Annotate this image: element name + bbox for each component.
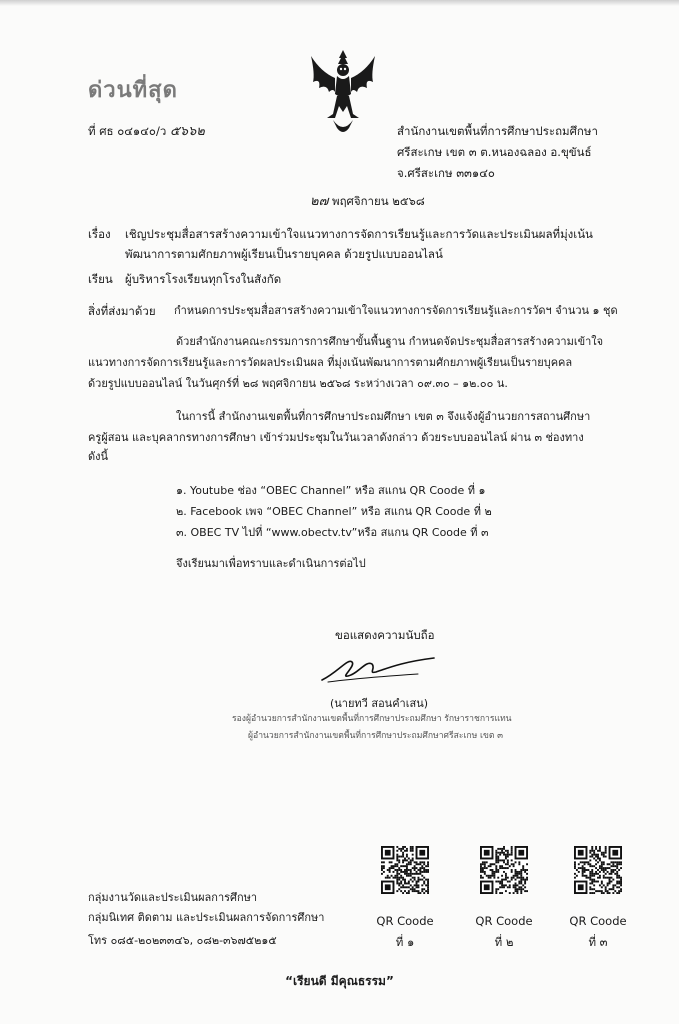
office-line-1: สำนักงานเขตพื้นที่การศึกษาประถมศึกษา bbox=[397, 124, 598, 138]
signer-title-1: รองผู้อำนวยการสำนักงานเขตพื้นที่การศึกษาประถมศึกษา รักษาราชการแทน bbox=[232, 714, 512, 724]
channel-item-2: ๒. Facebook เพจ “OBEC Channel” หรือ สแกน QR Coode ที่ ๒ bbox=[176, 505, 492, 518]
signer-title-2: ผู้อำนวยการสำนักงานเขตพื้นที่การศึกษาประถมศึกษาศรีสะเกษ เขต ๓ bbox=[248, 731, 504, 741]
subject-line-2: พัฒนาการตามศักยภาพผู้เรียนเป็นรายบุคคล ด้วยรูปแบบออนไลน์ bbox=[125, 247, 443, 261]
date-month-year: พฤศจิกายน ๒๕๖๘ bbox=[332, 194, 425, 208]
signature-icon bbox=[318, 652, 438, 686]
regards-text: ขอแสดงความนับถือ bbox=[335, 628, 435, 642]
qr-caption-3 bbox=[563, 914, 633, 952]
closing-text: จึงเรียนมาเพื่อทราบและดำเนินการต่อไป bbox=[176, 557, 366, 570]
para2-line2: ครูผู้สอน และบุคลากรทางการศึกษา เข้าร่วมประชุมในวันเวลาดังกล่าว ด้วยระบบออนไลน์ ผ่าน ๓ ช่องทาง bbox=[88, 431, 584, 444]
doc-number-handwritten: ๕๖๖๒ bbox=[169, 124, 205, 139]
qr-code-1-icon bbox=[381, 846, 429, 894]
scan-edge bbox=[0, 0, 679, 6]
qr-caption-2-label: QR Coode bbox=[475, 914, 533, 928]
phone-line: โทร ๐๘๕-๒๐๒๓๓๔๖, ๐๘๒-๓๖๗๕๒๑๕ bbox=[88, 934, 277, 947]
qr-caption-2-number: ที่ ๒ bbox=[494, 935, 514, 949]
channel-item-1: ๑. Youtube ช่อง “OBEC Channel” หรือ สแกน QR Coode ที่ ๑ bbox=[176, 484, 486, 497]
attachment-label: สิ่งที่ส่งมาด้วย bbox=[88, 304, 156, 318]
signer-name: (นายทวี สอนคำเสน) bbox=[330, 697, 429, 710]
subject-line-1: เชิญประชุมสื่อสารสร้างความเข้าใจแนวทางการจัดการเรียนรู้และการวัดและประเมินผลที่มุ่งเน้น bbox=[125, 227, 593, 241]
qr-caption-1-number: ที่ ๑ bbox=[395, 935, 415, 949]
para2-line3: ดังนี้ bbox=[88, 450, 109, 463]
office-line-3: จ.ศรีสะเกษ ๓๓๑๔๐ bbox=[397, 166, 495, 180]
attachment-text: กำหนดการประชุมสื่อสารสร้างความเข้าใจแนวทางการจัดการเรียนรู้และการวัดฯ จำนวน ๑ ชุด bbox=[174, 304, 618, 317]
para1-line3: ด้วยรูปแบบออนไลน์ ในวันศุกร์ที่ ๒๘ พฤศจิกายน ๒๕๖๘ ระหว่างเวลา ๐๙.๓๐ – ๑๒.๐๐ น. bbox=[88, 377, 508, 390]
doc-date bbox=[310, 194, 425, 209]
office-line-2: ศรีสะเกษ เขต ๓ ต.หนองฉลอง อ.ขุขันธ์ bbox=[397, 145, 592, 159]
garuda-emblem-icon bbox=[307, 48, 379, 136]
dept-line-1: กลุ่มงานวัดและประเมินผลการศึกษา bbox=[88, 891, 258, 904]
qr-caption-3-number: ที่ ๓ bbox=[588, 935, 608, 949]
subject-label: เรื่อง bbox=[88, 227, 111, 241]
qr-caption-1-label: QR Coode bbox=[376, 914, 434, 928]
motto: “เรียนดี มีคุณธรรม” bbox=[285, 974, 394, 988]
qr-caption-2 bbox=[469, 914, 539, 952]
doc-number-prefix: ที่ ศธ ๐๔๑๔๐/ว bbox=[88, 124, 167, 138]
qr-code-3-icon bbox=[574, 846, 622, 894]
para2-line1: ในการนี้ สำนักงานเขตพื้นที่การศึกษาประถมศึกษา เขต ๓ จึงแจ้งผู้อำนวยการสถานศึกษา bbox=[176, 410, 591, 423]
para1-line2: แนวทางการจัดการเรียนรู้และการวัดผลประเมินผล ที่มุ่งเน้นพัฒนาการตามศักยภาพผู้เรียนเป็นรายบุคคล bbox=[88, 356, 573, 369]
dept-line-2: กลุ่มนิเทศ ติดตาม และประเมินผลการจัดการศึกษา bbox=[88, 911, 325, 924]
qr-code-2-icon bbox=[480, 846, 528, 894]
qr-caption-3-label: QR Coode bbox=[569, 914, 627, 928]
para1-line1: ด้วยสำนักงานคณะกรรมการการศึกษาขั้นพื้นฐาน กำหนดจัดประชุมสื่อสารสร้างความเข้าใจ bbox=[176, 335, 604, 348]
doc-number bbox=[88, 124, 205, 139]
urgency-stamp: ด่วนที่สุด bbox=[88, 78, 178, 103]
to-label: เรียน bbox=[88, 272, 113, 286]
to-text: ผู้บริหารโรงเรียนทุกโรงในสังกัด bbox=[125, 272, 282, 286]
date-day-handwritten: ๒๗ bbox=[310, 194, 329, 209]
channel-item-3: ๓. OBEC TV ไปที่ “www.obectv.tv”หรือ สแกน QR Coode ที่ ๓ bbox=[176, 526, 489, 539]
qr-caption-1 bbox=[370, 914, 440, 952]
